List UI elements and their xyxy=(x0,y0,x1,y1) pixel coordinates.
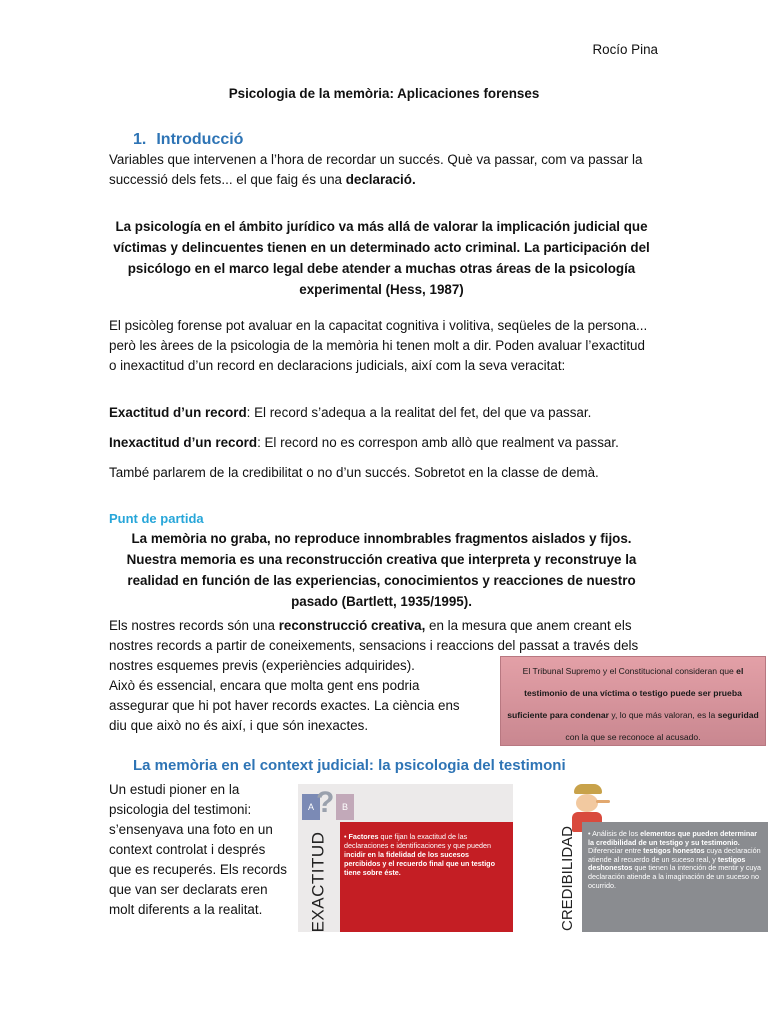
exact-bold-2: incidir en la fidelidad de los sucesos percibidos y el recuerdo final que un testigo tiene sobre éste. xyxy=(344,850,495,877)
para4-text-a: Els nostres records són una xyxy=(109,618,279,633)
cred-bold-3: testigos deshonestos xyxy=(588,854,746,873)
icon-letter-b: B xyxy=(336,794,354,820)
quote-bartlett: La memòria no graba, no reproduce innombrables fragmentos aislados y fijos. Nuestra memoria es una reconstrucción creativa que interpreta y reconstruye la realidad en función de las experiencias, conocimientos y reacciones de nuestro pasado (Bartlett, 1935/1995). xyxy=(126,531,637,609)
document-title: Psicologia de la memòria: Aplicaciones forenses xyxy=(228,86,540,101)
section-heading-testimoni: La memòria en el context judicial: la psicologia del testimoni xyxy=(133,757,566,774)
redbox-bold-a: el testimonio de una víctima o testigo puede ser prueba suficiente para condenar xyxy=(507,666,744,720)
def-inexactitud: : El record no es correspon amb allò que realment va passar. xyxy=(257,435,619,450)
icon-question-mark: ? xyxy=(316,786,335,819)
subheading-punt-de-partida: Punt de partida xyxy=(109,511,204,526)
intro-paragraph xyxy=(109,150,649,190)
paragraph-credibilitat: També parlarem de la credibilitat o no d’un succés. Sobretot en la classe de demà. xyxy=(109,465,599,480)
redbox-bold-b: seguridad xyxy=(717,710,759,720)
paragraph-reconstruccio-b: Això és essencial, encara que molta gent ens podria assegurar que hi pot haver records exactes. La ciència ens diu que això no és així, i que són inexactes. xyxy=(109,678,460,733)
exact-bold-1: Factores xyxy=(348,832,379,841)
paragraph-estudi-pioner: Un estudi pioner en la psicologia del testimoni: s’ensenyava una foto en un context controlat i després que es recuperés. Els records que van ser declarats eren molt diferents a la realitat. xyxy=(109,782,287,917)
term-inexactitud: Inexactitud d’un record xyxy=(109,435,258,450)
credibilidad-label-text: CREDIBILIDAD xyxy=(559,825,577,931)
cred-text-1: Análisis de los xyxy=(592,829,641,838)
redbox-text-a: El Tribunal Supremo y el Constitucional consideran que xyxy=(522,666,737,676)
redbox-text-c: y, lo que más valoran, es la xyxy=(608,710,718,720)
exactitud-vertical-label xyxy=(300,831,336,933)
para4-bold: reconstrucció creativa, xyxy=(278,618,426,633)
redbox-text-d: con la que se reconoce al acusado. xyxy=(565,732,701,742)
intro-text: Variables que intervenen a l’hora de recordar un succés. Què va passar, com va passar la successió dels fets... el que faig és una xyxy=(109,152,643,187)
quote-hess: La psicología en el ámbito jurídico va más allá de valorar la implicación judicial que víctimas y delincuentes tienen en un determinado acto criminal. La participación del psicólogo en el marco legal debe atender a muchas otras áreas de la psicología experimental (Hess, 1987) xyxy=(113,219,650,297)
cred-text-2: Diferenciar entre xyxy=(588,846,644,856)
credibilidad-vertical-label xyxy=(552,826,584,930)
icon-letter-a: A xyxy=(302,794,320,820)
cred-text-3: cuya declaración atiende al recuerdo de un suceso real, y xyxy=(588,846,761,864)
cred-bold-2: testigos honestos xyxy=(643,846,705,856)
exact-text-1: que fijan la exactitud de las declaraciones e identificaciones y que pueden xyxy=(344,832,492,850)
cred-bold-1: elementos que pueden determinar la credibilidad de un testigo y su testimonio. xyxy=(588,829,758,847)
tribunal-callout-box xyxy=(500,656,766,746)
exactitud-label-text: EXACTITUD xyxy=(308,831,327,933)
paragraph-psicoleg-forense: El psicòleg forense pot avaluar en la capacitat cognitiva i volitiva, seqüeles de la persona... però les àrees de la psicologia de la memòria hi tenen molt a dir. Poden avaluar l’exactitud o inexactitud d’un record en declaracions judicials, així com la seva veracitat: xyxy=(109,318,648,373)
exactitud-text: • Factores que fijan la exactitud de las declaraciones e identificaciones y que pueden incidir en la fidelidad de los sucesos percibidos y el recuerdo final que un testigo tiene sobre éste. xyxy=(344,832,495,877)
credibilidad-text: • Análisis de los elementos que pueden determinar la credibilidad de un testigo y su testimonio. Diferenciar entre testigos honestos cuya declaración atiende al recuerdo de un suceso real, y testigos deshonestos que tienen la intención de mentir y cuya declaración atiende a la imaginación de un suceso no ocurrido. xyxy=(588,829,761,890)
exactitud-panel xyxy=(298,784,513,932)
def-exactitud: : El record s’adequa a la realitat del fet, del que va passar. xyxy=(246,405,592,420)
section-number: 1. xyxy=(133,131,147,148)
section-heading-introduccio xyxy=(133,131,243,149)
definition-inexactitud xyxy=(109,433,649,453)
credibilidad-panel xyxy=(556,784,768,932)
intro-bold: declaració. xyxy=(345,172,416,187)
para4-text-b: en la mesura que anem creant els nostres records a partir de coneixements, sensacions i reaccions del passat a través dels nostres esquemes previs (experiències adquirides). xyxy=(109,618,639,673)
cred-text-4: que tienen la intención de mentir y cuya declaración atiende a la imaginación de un suceso no ocurrido. xyxy=(588,863,761,890)
section-title: Introducció xyxy=(156,131,244,148)
author-name: Rocío Pina xyxy=(592,42,658,57)
term-exactitud: Exactitud d’un record xyxy=(109,405,247,420)
definition-exactitud xyxy=(109,403,649,423)
